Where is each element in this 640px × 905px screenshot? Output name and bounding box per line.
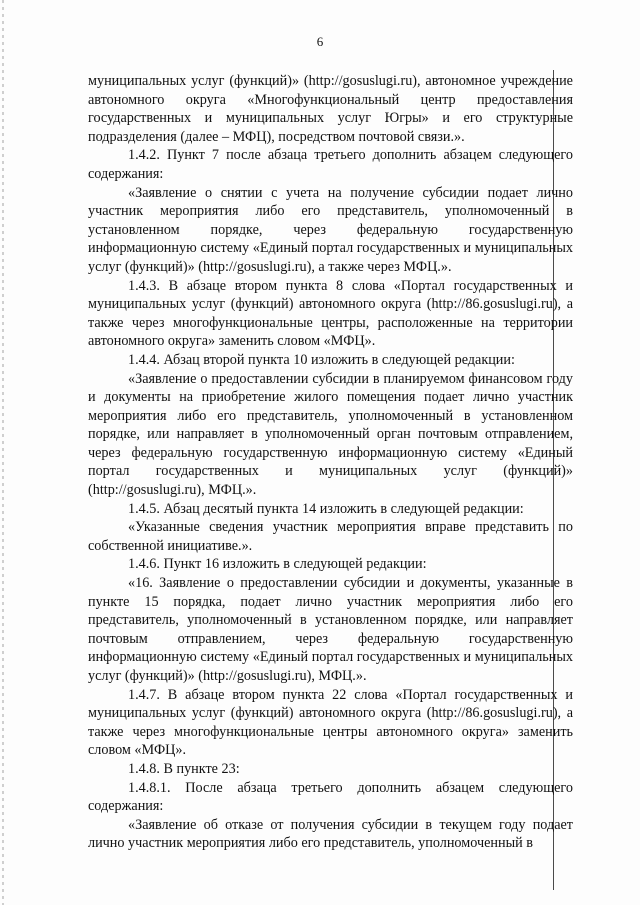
paragraph: 1.4.8.1. После абзаца третьего дополнить абзацем следующего содержания: (88, 779, 573, 815)
paragraph: муниципальных услуг (функций)» (http://gosuslugi.ru), автономное учреждение автономного округа «Многофункциональный центр предоставления государственных и муниципальных услуг Югры» и его структурные подразделения (далее – МФЦ), посредством почтовой связи.». (88, 73, 573, 145)
paragraph: 1.4.6. Пункт 16 изложить в следующей редакции: (128, 556, 427, 573)
paragraph: 1.4.4. Абзац второй пункта 10 изложить в следующей редакции: (128, 351, 515, 368)
paragraph: 1.4.2. Пункт 7 после абзаца третьего дополнить абзацем следующего содержания: (88, 147, 573, 182)
paragraph: «Заявление о снятии с учета на получение субсидии подает лично участник мероприятия либо его представитель, уполномоченный в установленном порядке, через федеральную государственную информационную систему «Единый портал государственных и муниципальных услуг (функций)» (http://gosuslugi.ru), а также через МФЦ.». (88, 184, 573, 275)
paragraph: «Указанные сведения участник мероприятия вправе представить по собственной инициативе.». (88, 519, 573, 554)
paragraph: 1.4.8. В пункте 23: (128, 760, 240, 777)
paragraph: 1.4.5. Абзац десятый пункта 14 изложить в следующей редакции: (128, 500, 524, 517)
scan-edge (2, 0, 4, 905)
paragraph: 1.4.3. В абзаце втором пункта 8 слова «Портал государственных и муниципальных услуг (функций) автономного округа (http://86.gosuslugi.ru), а также через многофункциональные центры, расположенные на территории автономного округа» заменить словом «МФЦ». (88, 277, 573, 350)
page-number: 6 (316, 34, 324, 49)
paragraph: 1.4.7. В абзаце втором пункта 22 слова «Портал государственных и муниципальных услуг (функций) автономного округа (http://86.gosuslugi.ru), а также через многофункциональные центры автономного округа» заменить словом «МФЦ». (88, 686, 573, 759)
document-body (88, 72, 573, 853)
paragraph: «16. Заявление о предоставлении субсидии и документы, указанные в пункте 15 порядка, подает лично участник мероприятия либо его представитель, уполномоченный в установленном порядке, или направляет почтовым отправлением, через федеральную государственную информационную систему «Единый портал государственных и муниципальных услуг (функций)» (http://gosuslugi.ru), МФЦ.». (88, 575, 573, 684)
paragraph: «Заявление об отказе от получения субсидии в текущем году подает лично участник мероприятия либо его представитель, уполномоченный в (88, 816, 573, 852)
paragraph: «Заявление о предоставлении субсидии в планируемом финансовом году и документы на приобретение жилого помещения подает лично участник мероприятия либо его представитель, уполномоченный в установленном порядке, или направляет в уполномоченный орган почтовым отправлением, через федеральную государственную информационную систему «Единый портал государственных и муниципальных услуг (функций)» (http://gosuslugi.ru), МФЦ.». (88, 370, 573, 499)
